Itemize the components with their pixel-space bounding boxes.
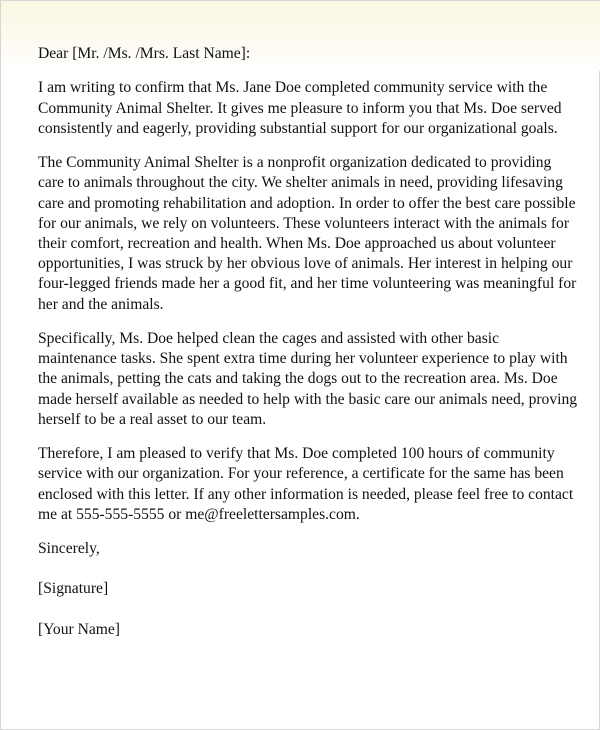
paragraph-intro: [38, 78, 573, 139]
paragraph-line: their comfort, recreation and health. When Ms. Doe approached us about volunteer: [38, 235, 556, 252]
paragraph-line: her and the animals.: [38, 295, 164, 313]
paragraph-line: Specifically, Ms. Doe helped clean the cages and assisted with other basic: [38, 330, 500, 347]
paragraph-line: care and promoting rehabilitation and adoption. In order to offer the best care possible: [38, 194, 576, 212]
paragraph-line: me at 555-555-5555 or me@freelettersamples.com.: [38, 505, 360, 523]
paragraph-line: opportunities, I was struck by her obvious love of animals. Her interest in helping our: [38, 255, 573, 273]
paragraph-duties: [38, 329, 578, 430]
paragraph-line: enclosed with this letter. If any other information is needed, please feel free to contact: [38, 485, 574, 503]
paragraph-line: for our animals, we rely on volunteers. These volunteers interact with the animals for: [38, 214, 570, 232]
paragraph-verification: [38, 444, 573, 525]
paragraph-line: Community Animal Shelter. It gives me pleasure to inform you that Ms. Doe served: [38, 99, 562, 117]
signature-placeholder: [Signature]: [38, 580, 109, 598]
paragraph-line: I am writing to confirm that Ms. Jane Doe completed community service with the: [38, 79, 548, 97]
paragraph-line: herself to be a real asset to our team.: [38, 410, 267, 428]
paragraph-line: consistently and eagerly, providing substantial support for our organizational goals.: [38, 119, 558, 137]
paragraph-line: care to animals throughout the city. We shelter animals in need, providing lifesaving: [38, 174, 563, 192]
paragraph-line: the animals, petting the cats and taking the dogs out to the recreation area. Ms. Doe: [38, 370, 558, 388]
paragraph-organization: [38, 153, 577, 315]
paragraph-line: service with our organization. For your reference, a certificate for the same has been: [38, 465, 564, 483]
paragraph-line: made herself available as needed to help with the basic care our animals need, proving: [38, 390, 578, 408]
salutation: Dear [Mr. /Ms. /Mrs. Last Name]:: [38, 45, 251, 62]
paragraph-line: The Community Animal Shelter is a nonprofit organization dedicated to providing: [38, 154, 552, 172]
letter-body: [38, 44, 578, 640]
paragraph-line: four-legged friends made her a good fit, and her time volunteering was meaningful for: [38, 275, 577, 293]
paragraph-line: Therefore, I am pleased to verify that Ms. Doe completed 100 hours of community: [38, 445, 555, 463]
name-placeholder: [Your Name]: [38, 620, 121, 638]
closing: Sincerely,: [38, 540, 100, 558]
paragraph-line: maintenance tasks. She spent extra time during her volunteer experience to play with: [38, 350, 568, 368]
